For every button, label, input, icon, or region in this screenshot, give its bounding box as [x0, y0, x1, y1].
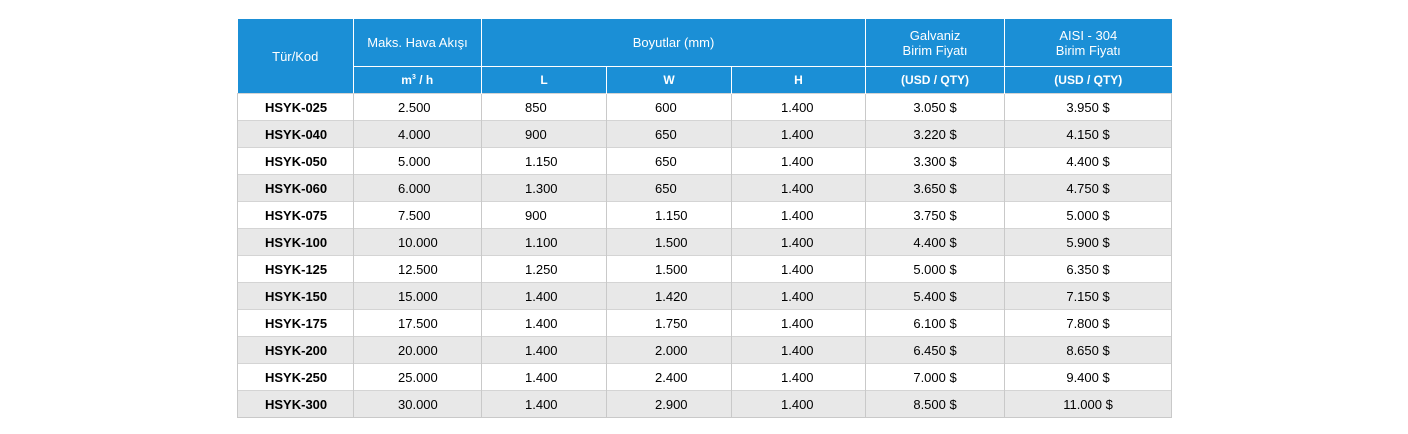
header-galvaniz-line1: Galvaniz: [909, 27, 961, 43]
cell-length: 1.400: [482, 391, 607, 418]
cell-code: HSYK-175: [238, 310, 354, 337]
cell-airflow: 7.500: [354, 202, 482, 229]
cell-height: 1.400: [732, 391, 866, 418]
cell-width: 1.500: [607, 256, 732, 283]
cell-airflow: 15.000: [354, 283, 482, 310]
header-aisi-line1: AISI - 304: [1059, 27, 1118, 43]
table-row: [238, 175, 1172, 202]
cell-width: 1.750: [607, 310, 732, 337]
header-aisi: [1005, 19, 1172, 67]
table-body: [238, 94, 1172, 418]
cell-aisi-price: 9.400 $: [1005, 364, 1172, 391]
cell-aisi-price: 4.750 $: [1005, 175, 1172, 202]
cell-length: 1.100: [482, 229, 607, 256]
cell-airflow: 6.000: [354, 175, 482, 202]
table-row: [238, 337, 1172, 364]
header-code: Tür/Kod: [238, 19, 354, 94]
cell-code: HSYK-100: [238, 229, 354, 256]
cell-galvaniz-price: 5.000 $: [866, 256, 1005, 283]
cell-length: 1.400: [482, 337, 607, 364]
cell-code: HSYK-200: [238, 337, 354, 364]
cell-galvaniz-price: 3.750 $: [866, 202, 1005, 229]
header-dim-l: L: [482, 67, 607, 94]
cell-height: 1.400: [732, 337, 866, 364]
header-dimensions: Boyutlar (mm): [482, 19, 866, 67]
cell-code: HSYK-075: [238, 202, 354, 229]
table-row: [238, 310, 1172, 337]
price-table: [237, 19, 1172, 418]
header-airflow-unit: $m^3$ / h: [354, 67, 482, 94]
cell-width: 600: [607, 94, 732, 121]
cell-code: HSYK-250: [238, 364, 354, 391]
cell-airflow: 30.000: [354, 391, 482, 418]
cell-width: 650: [607, 175, 732, 202]
cell-galvaniz-price: 5.400 $: [866, 283, 1005, 310]
header-aisi-unit: (USD / QTY): [1005, 67, 1172, 94]
table-row: [238, 256, 1172, 283]
cell-height: 1.400: [732, 175, 866, 202]
table-header: [238, 19, 1172, 94]
cell-galvaniz-price: 3.050 $: [866, 94, 1005, 121]
cell-code: HSYK-050: [238, 148, 354, 175]
cell-airflow: 12.500: [354, 256, 482, 283]
header-airflow: Maks. Hava Akışı: [354, 19, 482, 67]
cell-length: 900: [482, 202, 607, 229]
cell-aisi-price: 3.950 $: [1005, 94, 1172, 121]
cell-length: 1.150: [482, 148, 607, 175]
cell-width: 650: [607, 148, 732, 175]
cell-galvaniz-price: 3.220 $: [866, 121, 1005, 148]
cell-airflow: 20.000: [354, 337, 482, 364]
cell-aisi-price: 4.400 $: [1005, 148, 1172, 175]
cell-height: 1.400: [732, 310, 866, 337]
cell-galvaniz-price: 6.100 $: [866, 310, 1005, 337]
cell-galvaniz-price: 3.650 $: [866, 175, 1005, 202]
cell-width: 2.000: [607, 337, 732, 364]
cell-height: 1.400: [732, 202, 866, 229]
cell-height: 1.400: [732, 364, 866, 391]
cell-height: 1.400: [732, 256, 866, 283]
table-row: [238, 121, 1172, 148]
cell-airflow: 5.000: [354, 148, 482, 175]
cell-length: 850: [482, 94, 607, 121]
cell-length: 1.300: [482, 175, 607, 202]
cell-width: 2.400: [607, 364, 732, 391]
cell-height: 1.400: [732, 94, 866, 121]
cell-width: 650: [607, 121, 732, 148]
cell-galvaniz-price: 4.400 $: [866, 229, 1005, 256]
cell-aisi-price: 11.000 $: [1005, 391, 1172, 418]
table-row: [238, 364, 1172, 391]
cell-aisi-price: 7.800 $: [1005, 310, 1172, 337]
cell-width: 1.150: [607, 202, 732, 229]
cell-height: 1.400: [732, 121, 866, 148]
cell-code: HSYK-150: [238, 283, 354, 310]
cell-code: HSYK-300: [238, 391, 354, 418]
header-galvaniz: [866, 19, 1005, 67]
cell-aisi-price: 4.150 $: [1005, 121, 1172, 148]
cell-airflow: 2.500: [354, 94, 482, 121]
table-row: [238, 202, 1172, 229]
cell-galvaniz-price: 8.500 $: [866, 391, 1005, 418]
cell-length: 900: [482, 121, 607, 148]
cell-width: 1.500: [607, 229, 732, 256]
cell-length: 1.400: [482, 364, 607, 391]
cell-length: 1.250: [482, 256, 607, 283]
header-aisi-line2: Birim Fiyatı: [1055, 42, 1121, 58]
cell-height: 1.400: [732, 229, 866, 256]
cell-code: HSYK-125: [238, 256, 354, 283]
header-galvaniz-unit: (USD / QTY): [866, 67, 1005, 94]
header-row-main: [238, 19, 1172, 67]
header-dim-w: W: [607, 67, 732, 94]
cell-airflow: 10.000: [354, 229, 482, 256]
table-row: [238, 229, 1172, 256]
table-row: [238, 391, 1172, 418]
cell-length: 1.400: [482, 283, 607, 310]
cell-width: 2.900: [607, 391, 732, 418]
table-row: [238, 283, 1172, 310]
table-row: [238, 148, 1172, 175]
cell-airflow: 25.000: [354, 364, 482, 391]
cell-width: 1.420: [607, 283, 732, 310]
cell-code: HSYK-060: [238, 175, 354, 202]
cell-code: HSYK-040: [238, 121, 354, 148]
header-galvaniz-line2: Birim Fiyatı: [902, 42, 968, 58]
table-row: [238, 94, 1172, 121]
cell-aisi-price: 8.650 $: [1005, 337, 1172, 364]
header-dim-h: H: [732, 67, 866, 94]
cell-aisi-price: 5.900 $: [1005, 229, 1172, 256]
cell-airflow: 17.500: [354, 310, 482, 337]
cell-airflow: 4.000: [354, 121, 482, 148]
cell-code: HSYK-025: [238, 94, 354, 121]
cell-galvaniz-price: 7.000 $: [866, 364, 1005, 391]
cell-aisi-price: 7.150 $: [1005, 283, 1172, 310]
cell-galvaniz-price: 6.450 $: [866, 337, 1005, 364]
cell-galvaniz-price: 3.300 $: [866, 148, 1005, 175]
cell-length: 1.400: [482, 310, 607, 337]
cell-height: 1.400: [732, 148, 866, 175]
cell-aisi-price: 6.350 $: [1005, 256, 1172, 283]
header-row-sub: [238, 67, 1172, 94]
cell-height: 1.400: [732, 283, 866, 310]
cell-aisi-price: 5.000 $: [1005, 202, 1172, 229]
